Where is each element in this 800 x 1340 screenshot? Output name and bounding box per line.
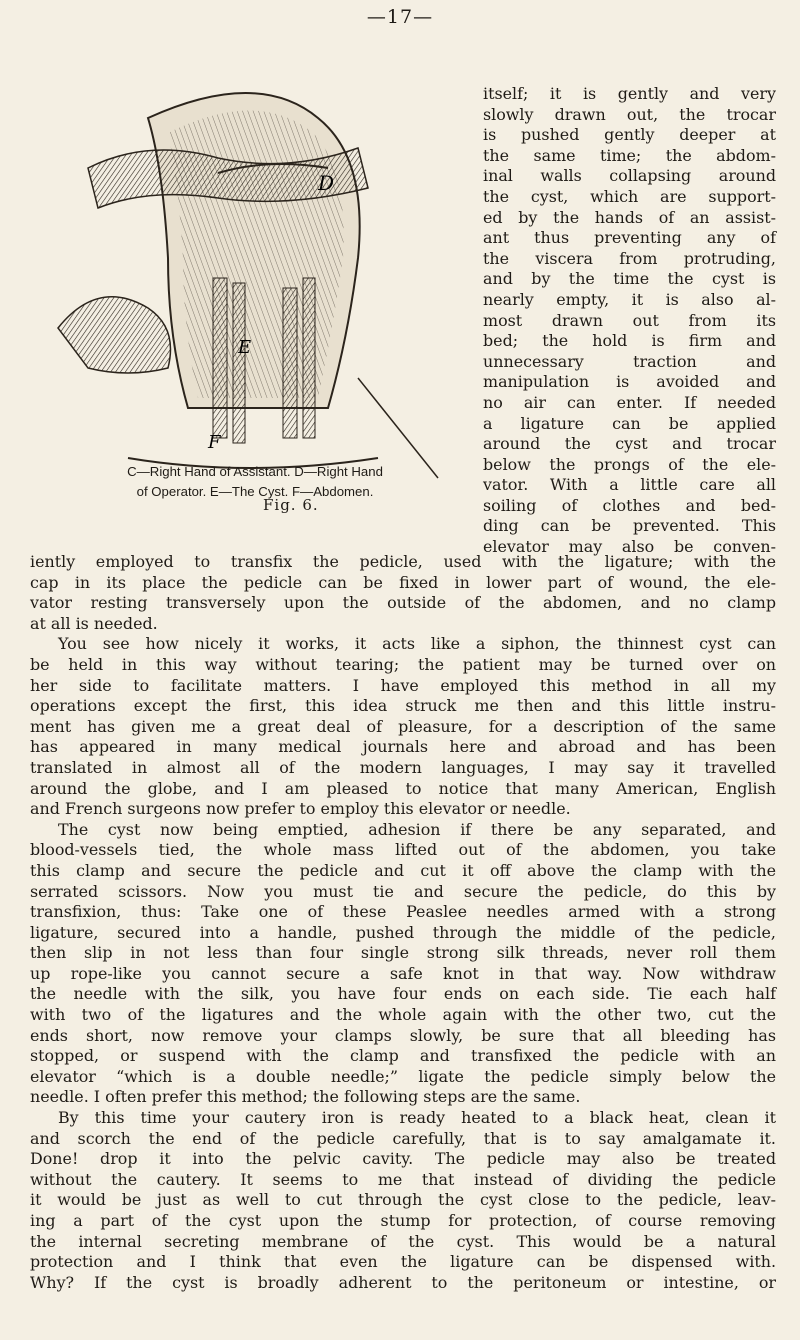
text-line: and scorch the end of the pedicle carefully, that is to say amalgamate it. [30,1128,776,1148]
text-line: and by the time the cyst is [483,269,776,289]
text-line: ant thus preventing any of [483,228,776,248]
figure-caption [28,462,482,502]
text-line: without the cautery. It seems to me that instead of dividing the pedicle [30,1169,776,1189]
text-line: the needle with the silk, you have four ends on each side. Tie each half [30,984,776,1004]
text-line: has appeared in many medical journals here and abroad and has been [30,737,776,757]
text-line: slowly drawn out, the trocar [483,104,776,124]
text-line: below the prongs of the ele- [483,454,776,474]
text-line: cap in its place the pedicle can be fixed in lower part of wound, the ele- [30,572,776,592]
text-line: transfixion, thus: Take one of these Peaslee needles armed with a strong [30,902,776,922]
text-line: the viscera from protruding, [483,248,776,268]
text-line: with two of the ligatures and the whole again with the other two, cut the [30,1005,776,1025]
text-line: serrated scissors. Now you must tie and secure the pedicle, do this by [30,881,776,901]
text-line: elevator may also be conven- [483,537,776,557]
text-line: vator. With a little care all [483,475,776,495]
caption-line-1: C—Right Hand of Assistant. D—Right Hand [127,464,383,479]
text-line: iently employed to transfix the pedicle, used with the ligature; with the [30,552,776,571]
text-line: needle. I often prefer this method; the following steps are the same. [30,1087,581,1107]
text-line: and French surgeons now prefer to employ this elevator or needle. [30,799,571,819]
text-line: blood-vessels tied, the whole mass lifted out of the abdomen, you take [30,840,776,860]
text-line: By this time your cautery iron is ready heated to a black heat, clean it [58,1108,776,1128]
text-line: Done! drop it into the pelvic cavity. The pedicle may also be treated [30,1149,776,1169]
text-line: The cyst now being emptied, adhesion if there be any separated, and [58,819,776,839]
text-line: up rope-like you cannot secure a safe knot in that way. Now withdraw [30,963,776,983]
text-line: bed; the hold is firm and [483,331,776,351]
figure-label: Fig. 6. [263,496,319,514]
caption-line-2: of Operator. E—The Cyst. F—Abdomen. [136,484,374,499]
marker-f: F [208,432,221,453]
text-line: itself; it is gently and very [483,84,776,103]
text-line: the internal secreting membrane of the cyst. This would be a natural [30,1231,776,1251]
text-line: manipulation is avoided and [483,372,776,392]
text-line: Why? If the cyst is broadly adherent to the peritoneum or intestine, or [30,1272,776,1292]
text-line: this clamp and secure the pedicle and cut it off above the clamp with the [30,860,776,880]
text-line: vator resting transversely upon the outside of the abdomen, and no clamp [30,593,776,613]
text-line: stopped, or suspend with the clamp and transfixed the pedicle with an [30,1046,776,1066]
text-line: ding can be prevented. This [483,516,776,536]
text-line: then slip in not less than four single strong silk threads, never roll them [30,943,776,963]
text-line: at all is needed. [30,613,158,633]
page-number: —17— [366,6,434,28]
text-line: ment has given me a great deal of pleasure, for a description of the same [30,716,776,736]
text-line: the cyst, which are support- [483,186,776,206]
text-line: the same time; the abdom- [483,145,776,165]
text-line: nearly empty, it is also al- [483,289,776,309]
text-line: elevator “which is a double needle;” ligate the pedicle simply below the [30,1066,776,1086]
text-line: operations except the first, this idea struck me then and this little instru- [30,696,776,716]
text-line: You see how nicely it works, it acts like a siphon, the thinnest cyst can [58,634,776,654]
side-column-text [483,84,776,558]
text-line: protection and I think that even the ligature can be dispensed with. [30,1252,776,1272]
text-line: ed by the hands of an assist- [483,207,776,227]
text-line: around the globe, and I am pleased to notice that many American, English [30,778,776,798]
text-line: around the cyst and trocar [483,434,776,454]
text-line: is pushed gently deeper at [483,125,776,145]
marker-e: E [238,337,252,358]
text-line: her side to facilitate matters. I have employed this method in all my [30,675,776,695]
text-line: ing a part of the cyst upon the stump for protection, of course removing [30,1211,776,1230]
text-line: no air can enter. If needed [483,392,776,412]
text-line: be held in this way without tearing; the patient may be turned over on [30,654,776,674]
marker-d: D [318,171,335,195]
text-line: translated in almost all of the modern languages, I may say it travelled [30,757,776,777]
body-text [30,552,776,1293]
text-line: unnecessary traction and [483,351,776,371]
text-line: ends short, now remove your clamps slowly, be sure that all bleeding has [30,1025,776,1045]
text-line: soiling of clothes and bed- [483,495,776,515]
text-line: a ligature can be applied [483,413,776,433]
text-line: most drawn out from its [483,310,776,330]
text-line: it would be just as well to cut through the cyst close to the pedicle, leav- [30,1190,776,1210]
text-line: ligature, secured into a handle, pushed through the middle of the pedicle, [30,922,776,942]
abdominal-operation-engraving [28,78,476,480]
text-line: inal walls collapsing around [483,166,776,186]
